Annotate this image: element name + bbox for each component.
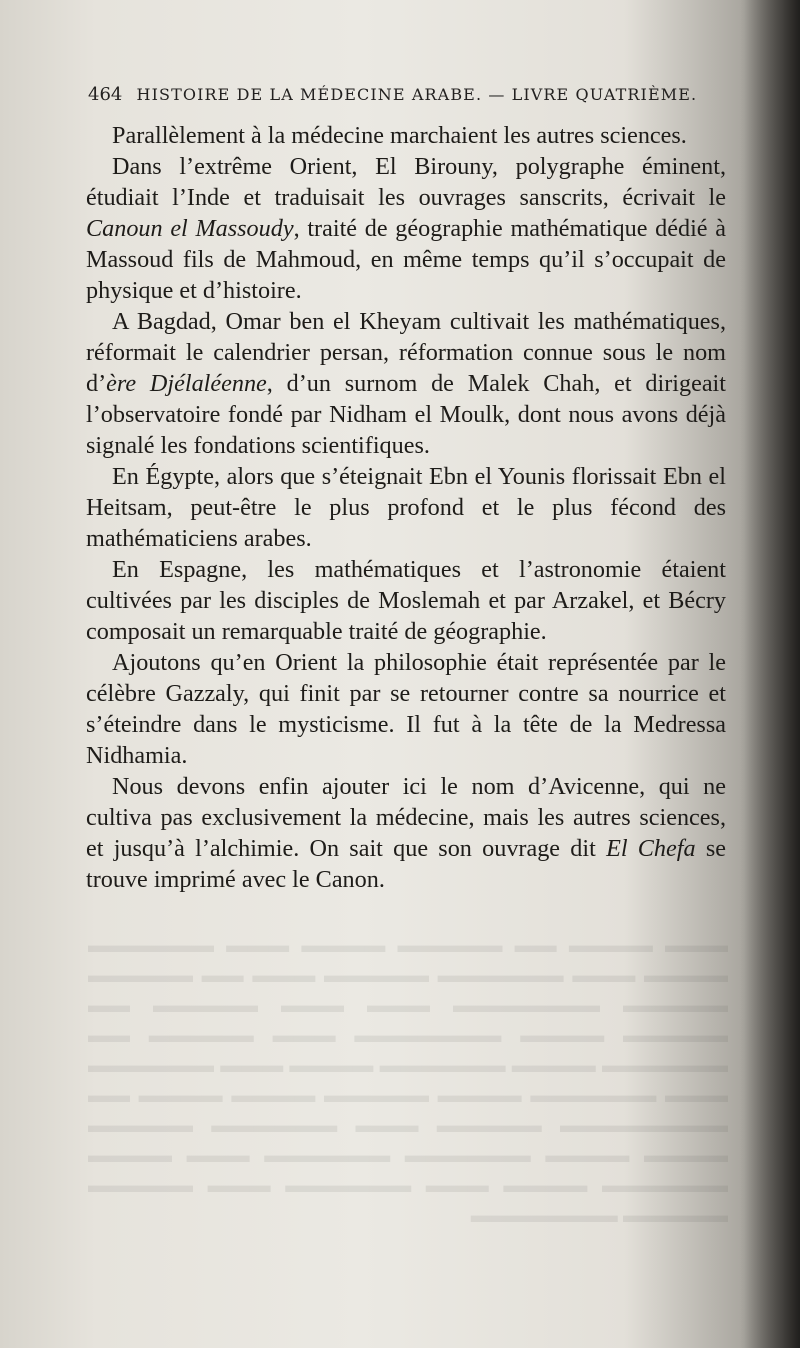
paragraph-7-italic-title: El Chefa: [606, 835, 696, 862]
show-through-text: ▬▬▬ ▬▬▬▬ ▬▬ ▬▬▬▬▬ ▬▬▬▬ ▬▬▬ ▬▬▬▬▬▬ ▬▬▬▬ ▬▬▬ ▬▬▬▬▬▬ ▬▬▬▬▬ ▬▬▬ ▬▬ ▬▬▬▬▬ ▬▬▬▬▬ ▬▬▬▬▬▬▬ ▬▬▬ ▬▬▬ ▬▬▬▬▬ ▬▬ ▬▬▬▬▬ ▬▬▬▬ ▬▬▬▬▬▬▬ ▬▬▬ ▬▬▬▬▬ ▬▬ ▬▬▬▬▬▬ ▬▬▬▬ ▬▬▬▬▬▬ ▬▬▬▬ ▬▬▬ ▬▬▬▬▬▬ ▬▬▬ ▬▬▬▬▬▬ ▬▬▬▬ ▬▬▬▬▬ ▬▬▬▬ ▬▬▬▬ ▬▬ ▬▬▬▬▬▬▬▬ ▬▬▬▬▬ ▬▬▬ ▬▬▬▬▬▬ ▬▬▬▬▬ ▬▬▬▬ ▬▬▬▬ ▬▬▬▬▬▬ ▬▬▬▬▬▬ ▬▬▬ ▬▬▬▬ ▬▬▬▬▬▬ ▬▬▬▬ ▬▬▬ ▬▬▬▬▬▬ ▬▬▬ ▬▬▬▬▬ ▬▬▬▬▬ ▬▬▬▬▬▬▬: [88, 933, 728, 1227]
running-header: [88, 84, 708, 105]
paragraph-2-text-b: , traité de géographie mathématique dédié à Massoud fils de Mahmoud, en même temps qu’il s’occupait de physique et d’histoire.: [86, 215, 726, 304]
paragraph-3-italic-term: ère Djélaléenne: [106, 370, 267, 397]
paragraph-3-text-b: , d’un surnom de Malek Chah, et dirigeait l’observatoire fondé par Nidham el Moulk, dont nous avons déjà signalé les fondations scientifiques.: [86, 370, 726, 459]
paragraph-5: En Espagne, les mathématiques et l’astronomie étaient cultivées par les disciples de Moslemah et par Arzakel, et Bécry composait un remarquable traité de géographie.: [86, 556, 726, 645]
running-title: HISTOIRE DE LA MÉDECINE ARABE. — LIVRE QUATRIÈME.: [136, 85, 698, 104]
paragraph-7-text-b: se trouve imprimé avec le Canon.: [86, 835, 726, 893]
paragraph-2: [86, 151, 726, 306]
paragraph-4: En Égypte, alors que s’éteignait Ebn el Younis florissait Ebn el Heitsam, peut-être le plus profond et le plus fécond des mathématiciens arabes.: [86, 463, 726, 552]
paragraph-7: [86, 771, 726, 895]
body-text: [86, 120, 726, 895]
paragraph-3: [86, 306, 726, 461]
paragraph-2-text-a: Dans l’extrême Orient, El Birouny, polygraphe éminent, étudiait l’Inde et traduisait les ouvrages sanscrits, écrivait le: [86, 153, 726, 211]
paragraph-1: Parallèlement à la médecine marchaient les autres sciences.: [112, 122, 687, 149]
paragraph-3-text-a: A Bagdad, Omar ben el Kheyam cultivait les mathématiques, réformait le calendrier persan, réformation connue sous le nom d’: [86, 308, 726, 397]
paragraph-2-italic-title: Canoun el Massoudy: [86, 215, 294, 242]
paragraph-7-text-a: Nous devons enfin ajouter ici le nom d’Avicenne, qui ne cultiva pas exclusivement la médecine, mais les autres sciences, et jusqu’à l’alchimie. On sait que son ouvrage dit: [86, 773, 726, 862]
paragraph-6: Ajoutons qu’en Orient la philosophie était représentée par le célèbre Gazzaly, qui finit par se retourner contre sa nourrice et s’éteindre dans le mysticisme. Il fut à la tête de la Medressa Nidhamia.: [86, 649, 726, 769]
page-number: 464: [88, 84, 123, 105]
binding-shadow: [740, 0, 800, 1348]
